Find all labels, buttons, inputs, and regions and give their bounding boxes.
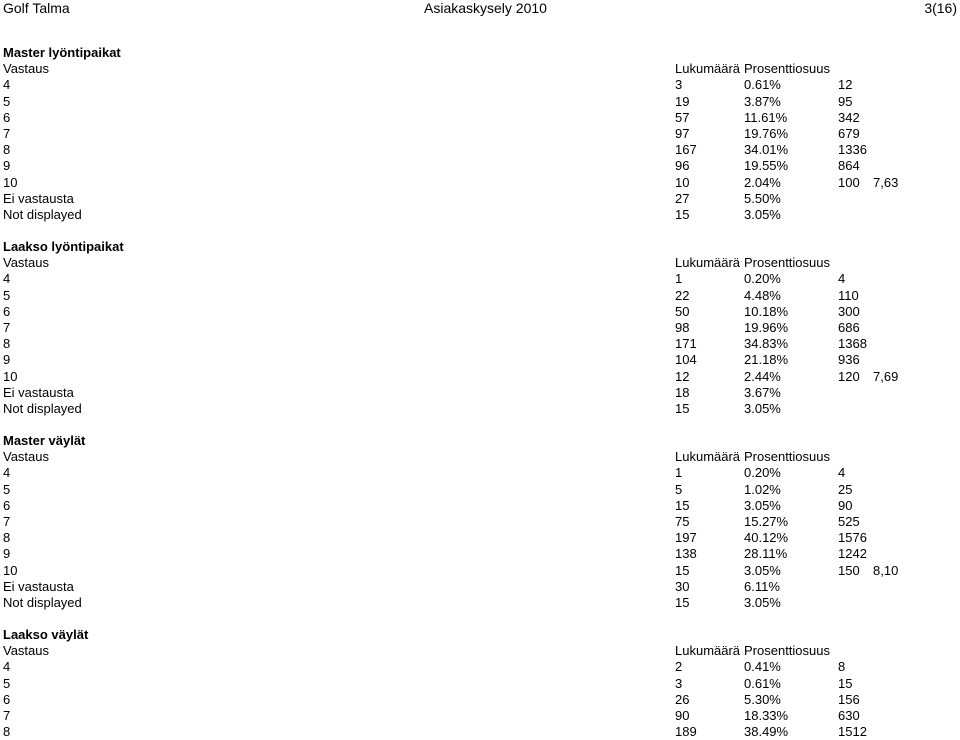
table-header-row xyxy=(0,449,960,465)
answer-cell: 8 xyxy=(3,336,11,352)
table-row xyxy=(0,304,960,320)
section-title: Master väylät xyxy=(3,433,86,448)
column-header-count: Lukumäärä xyxy=(675,255,741,271)
percent-cell: 15.27% xyxy=(744,513,789,529)
answer-cell: 10 xyxy=(3,562,18,578)
score-cell: 8 xyxy=(838,659,846,675)
score-cell: 120 xyxy=(838,368,860,384)
table-row xyxy=(0,514,960,530)
percent-cell: 28.11% xyxy=(744,546,788,562)
percent-cell: 6.11% xyxy=(744,578,780,594)
column-header-count: Lukumäärä xyxy=(675,643,741,659)
table-header-row xyxy=(0,643,960,659)
percent-cell: 0.61% xyxy=(744,675,781,691)
table-row xyxy=(0,676,960,692)
score-cell: 1368 xyxy=(838,336,867,352)
column-header-percent: Prosenttiosuus xyxy=(744,61,830,77)
table-row xyxy=(0,595,960,611)
answer-cell: Ei vastausta xyxy=(3,384,74,400)
percent-cell: 40.12% xyxy=(744,530,789,546)
average-cell: 8,10 xyxy=(873,562,899,578)
percent-cell: 3.67% xyxy=(744,384,781,400)
count-cell: 104 xyxy=(675,352,697,368)
table-row xyxy=(0,126,960,142)
table-row xyxy=(0,563,960,579)
count-cell: 57 xyxy=(675,109,690,125)
count-cell: 19 xyxy=(675,93,690,109)
score-cell: 936 xyxy=(838,352,860,368)
percent-cell: 34.01% xyxy=(744,142,789,158)
answer-cell: 4 xyxy=(3,659,11,675)
percent-cell: 38.49% xyxy=(744,724,789,740)
answer-cell: 5 xyxy=(3,287,11,303)
count-cell: 138 xyxy=(675,546,697,562)
percent-cell: 19.76% xyxy=(744,125,789,141)
table-row xyxy=(0,482,960,498)
score-cell: 12 xyxy=(838,77,853,93)
table-row xyxy=(0,288,960,304)
score-cell: 1512 xyxy=(838,724,867,740)
answer-cell: 5 xyxy=(3,481,11,497)
column-header-answer: Vastaus xyxy=(3,61,50,77)
column-header-answer: Vastaus xyxy=(3,449,50,465)
header-document-title: Asiakaskysely 2010 xyxy=(424,0,547,16)
table-row xyxy=(0,546,960,562)
score-cell: 342 xyxy=(838,109,860,125)
score-cell: 679 xyxy=(838,125,860,141)
column-header-answer: Vastaus xyxy=(3,643,50,659)
answer-cell: 7 xyxy=(3,125,11,141)
answer-cell: 6 xyxy=(3,109,11,125)
score-cell: 25 xyxy=(838,481,853,497)
answer-cell: 4 xyxy=(3,77,11,93)
score-cell: 110 xyxy=(838,287,859,303)
count-cell: 75 xyxy=(675,513,690,529)
percent-cell: 34.83% xyxy=(744,336,789,352)
answer-cell: 9 xyxy=(3,546,11,562)
percent-cell: 0.41% xyxy=(744,659,781,675)
table-row xyxy=(0,401,960,417)
table-row xyxy=(0,320,960,336)
table-row xyxy=(0,659,960,675)
count-cell: 167 xyxy=(675,142,697,158)
count-cell: 15 xyxy=(675,562,690,578)
table-row xyxy=(0,110,960,126)
percent-cell: 0.20% xyxy=(744,271,781,287)
answer-cell: Not displayed xyxy=(3,206,82,222)
column-header-count: Lukumäärä xyxy=(675,61,741,77)
score-cell: 300 xyxy=(838,303,860,319)
count-cell: 15 xyxy=(675,497,690,513)
answer-cell: 4 xyxy=(3,465,11,481)
answer-cell: Ei vastausta xyxy=(3,190,74,206)
section-title: Master lyöntipaikat xyxy=(3,45,121,60)
score-cell: 630 xyxy=(838,707,860,723)
count-cell: 50 xyxy=(675,303,690,319)
score-cell: 525 xyxy=(838,513,860,529)
count-cell: 3 xyxy=(675,675,683,691)
percent-cell: 3.05% xyxy=(744,562,781,578)
table-row xyxy=(0,708,960,724)
section-title: Laakso lyöntipaikat xyxy=(3,239,124,254)
answer-cell: 10 xyxy=(3,174,18,190)
score-cell: 15 xyxy=(838,675,853,691)
count-cell: 12 xyxy=(675,368,690,384)
answer-cell: 7 xyxy=(3,319,11,335)
score-cell: 90 xyxy=(838,497,853,513)
percent-cell: 5.50% xyxy=(744,190,781,206)
count-cell: 98 xyxy=(675,319,690,335)
answer-cell: Ei vastausta xyxy=(3,578,74,594)
percent-cell: 3.87% xyxy=(744,93,781,109)
table-row xyxy=(0,498,960,514)
count-cell: 27 xyxy=(675,190,690,206)
table-row xyxy=(0,77,960,93)
answer-cell: 10 xyxy=(3,368,18,384)
count-cell: 1 xyxy=(675,465,683,481)
table-row xyxy=(0,207,960,223)
score-cell: 100 xyxy=(838,174,860,190)
survey-section xyxy=(0,239,960,417)
count-cell: 26 xyxy=(675,691,690,707)
percent-cell: 0.20% xyxy=(744,465,781,481)
percent-cell: 18.33% xyxy=(744,707,789,723)
section-title: Laakso väylät xyxy=(3,627,89,642)
answer-cell: 5 xyxy=(3,93,11,109)
count-cell: 90 xyxy=(675,707,690,723)
score-cell: 864 xyxy=(838,158,860,174)
count-cell: 3 xyxy=(675,77,683,93)
table-row xyxy=(0,369,960,385)
score-cell: 150 xyxy=(838,562,860,578)
score-cell: 95 xyxy=(838,93,853,109)
header-page-number: 3(16) xyxy=(924,0,957,16)
count-cell: 197 xyxy=(675,530,697,546)
percent-cell: 3.05% xyxy=(744,594,781,610)
table-row xyxy=(0,385,960,401)
percent-cell: 1.02% xyxy=(744,481,781,497)
answer-cell: 8 xyxy=(3,142,11,158)
count-cell: 15 xyxy=(675,400,690,416)
percent-cell: 5.30% xyxy=(744,691,781,707)
percent-cell: 3.05% xyxy=(744,400,781,416)
survey-section xyxy=(0,45,960,223)
count-cell: 15 xyxy=(675,594,690,610)
percent-cell: 3.05% xyxy=(744,497,781,513)
answer-cell: 4 xyxy=(3,271,11,287)
percent-cell: 21.18% xyxy=(744,352,789,368)
column-header-percent: Prosenttiosuus xyxy=(744,643,830,659)
table-row xyxy=(0,94,960,110)
answer-cell: 9 xyxy=(3,158,11,174)
table-row xyxy=(0,142,960,158)
column-header-percent: Prosenttiosuus xyxy=(744,449,830,465)
table-row xyxy=(0,579,960,595)
table-header-row xyxy=(0,61,960,77)
column-header-percent: Prosenttiosuus xyxy=(744,255,830,271)
percent-cell: 19.96% xyxy=(744,319,789,335)
column-header-count: Lukumäärä xyxy=(675,449,741,465)
percent-cell: 0.61% xyxy=(744,77,781,93)
table-row xyxy=(0,158,960,174)
answer-cell: 8 xyxy=(3,530,11,546)
percent-cell: 2.04% xyxy=(744,174,781,190)
answer-cell: Not displayed xyxy=(3,594,82,610)
percent-cell: 11.61% xyxy=(744,109,788,125)
table-row xyxy=(0,271,960,287)
survey-section xyxy=(0,433,960,611)
table-row xyxy=(0,465,960,481)
table-row xyxy=(0,692,960,708)
table-row xyxy=(0,530,960,546)
answer-cell: 6 xyxy=(3,691,11,707)
table-row xyxy=(0,191,960,207)
table-row xyxy=(0,175,960,191)
table-row xyxy=(0,724,960,740)
column-header-answer: Vastaus xyxy=(3,255,50,271)
score-cell: 4 xyxy=(838,271,846,287)
percent-cell: 10.18% xyxy=(744,303,789,319)
percent-cell: 2.44% xyxy=(744,368,781,384)
answer-cell: Not displayed xyxy=(3,400,82,416)
answer-cell: 6 xyxy=(3,303,11,319)
score-cell: 1576 xyxy=(838,530,867,546)
answer-cell: 9 xyxy=(3,352,11,368)
answer-cell: 5 xyxy=(3,675,11,691)
header-org-name: Golf Talma xyxy=(3,0,70,16)
score-cell: 686 xyxy=(838,319,860,335)
percent-cell: 3.05% xyxy=(744,206,781,222)
count-cell: 2 xyxy=(675,659,683,675)
count-cell: 1 xyxy=(675,271,683,287)
score-cell: 4 xyxy=(838,465,846,481)
count-cell: 96 xyxy=(675,158,690,174)
answer-cell: 8 xyxy=(3,724,11,740)
count-cell: 171 xyxy=(675,336,697,352)
score-cell: 156 xyxy=(838,691,860,707)
page-header xyxy=(0,0,960,16)
count-cell: 5 xyxy=(675,481,683,497)
answer-cell: 7 xyxy=(3,513,11,529)
count-cell: 189 xyxy=(675,724,697,740)
score-cell: 1242 xyxy=(838,546,867,562)
count-cell: 22 xyxy=(675,287,690,303)
percent-cell: 19.55% xyxy=(744,158,789,174)
percent-cell: 4.48% xyxy=(744,287,781,303)
table-header-row xyxy=(0,255,960,271)
count-cell: 97 xyxy=(675,125,690,141)
survey-section xyxy=(0,627,960,740)
table-row xyxy=(0,352,960,368)
count-cell: 30 xyxy=(675,578,690,594)
count-cell: 15 xyxy=(675,206,690,222)
count-cell: 18 xyxy=(675,384,690,400)
score-cell: 1336 xyxy=(838,142,867,158)
average-cell: 7,69 xyxy=(873,368,899,384)
table-row xyxy=(0,336,960,352)
count-cell: 10 xyxy=(675,174,690,190)
average-cell: 7,63 xyxy=(873,174,899,190)
answer-cell: 7 xyxy=(3,707,11,723)
answer-cell: 6 xyxy=(3,497,11,513)
